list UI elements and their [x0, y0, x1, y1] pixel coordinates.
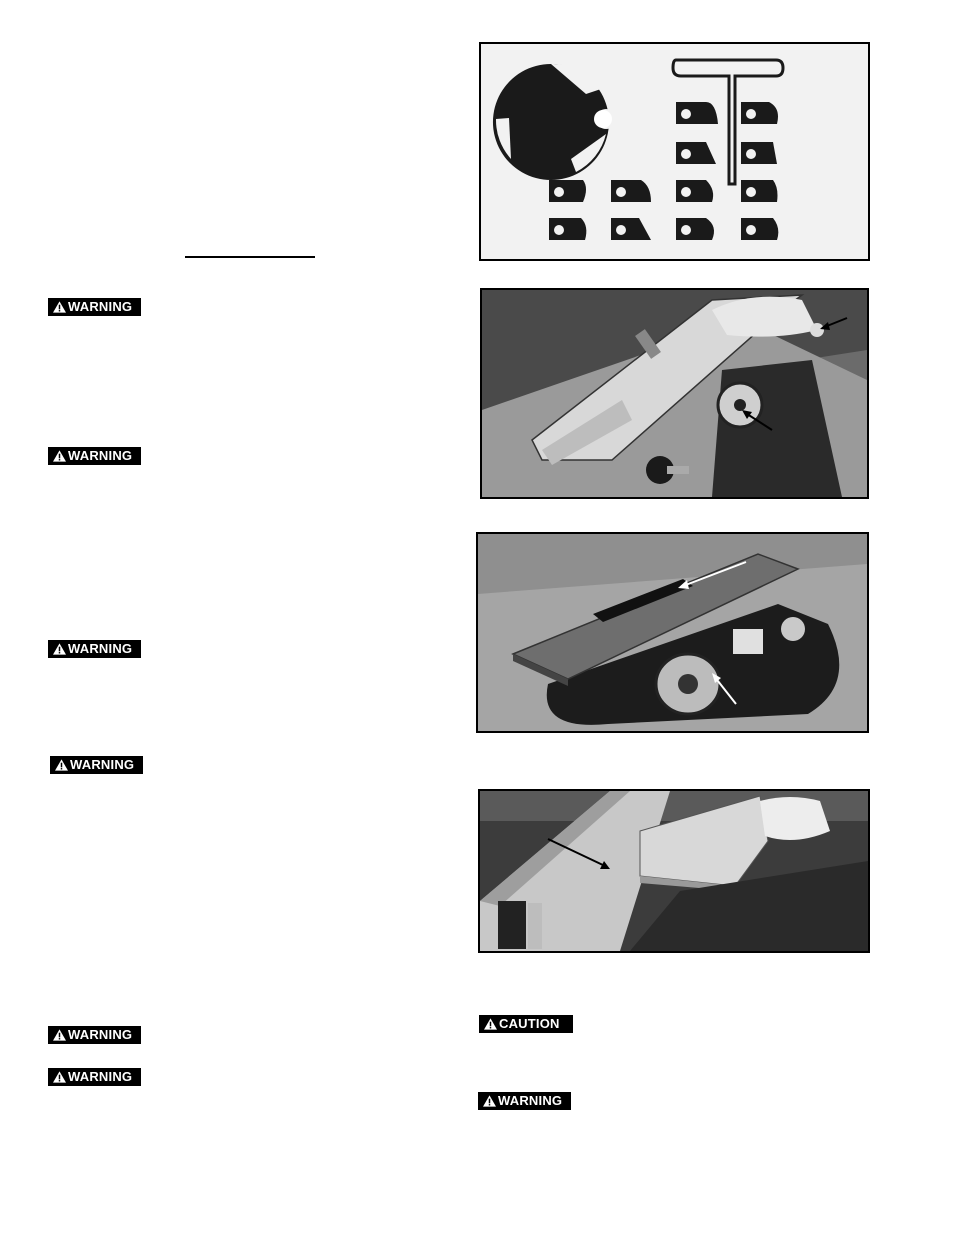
warning-triangle-icon — [53, 1071, 66, 1083]
warning-label: WARNING — [68, 299, 133, 314]
warning-badge — [48, 298, 141, 316]
figure-fence-and-workpiece — [478, 789, 870, 953]
warning-badge — [48, 1068, 141, 1086]
warning-triangle-icon — [55, 759, 68, 771]
warning-badge — [48, 1026, 141, 1044]
warning-badge — [50, 756, 143, 774]
warning-label: WARNING — [498, 1093, 563, 1108]
warning-label: WARNING — [68, 641, 133, 656]
figure-cutter-head-and-knives — [479, 42, 870, 261]
cutter-head-and-knives-icon — [481, 44, 868, 259]
warning-label: WARNING — [68, 1069, 133, 1084]
warning-triangle-icon — [53, 301, 66, 313]
warning-label: WARNING — [68, 448, 133, 463]
warning-label: WARNING — [68, 1027, 133, 1042]
caution-label: CAUTION — [499, 1016, 560, 1031]
caution-badge — [479, 1015, 573, 1033]
warning-triangle-icon — [484, 1018, 497, 1030]
warning-label: WARNING — [70, 757, 135, 772]
warning-triangle-icon — [53, 1029, 66, 1041]
figure-guard-over-cutter — [480, 288, 869, 499]
figure-table-insert-and-cutter — [476, 532, 869, 733]
section-heading-underline — [185, 256, 315, 258]
fence-and-workpiece-icon — [480, 791, 868, 951]
guard-over-cutter-icon — [482, 290, 867, 497]
warning-badge — [48, 640, 141, 658]
table-insert-and-cutter-icon — [478, 534, 867, 731]
warning-triangle-icon — [53, 643, 66, 655]
warning-triangle-icon — [483, 1095, 496, 1107]
warning-badge — [478, 1092, 571, 1110]
warning-triangle-icon — [53, 450, 66, 462]
warning-badge — [48, 447, 141, 465]
